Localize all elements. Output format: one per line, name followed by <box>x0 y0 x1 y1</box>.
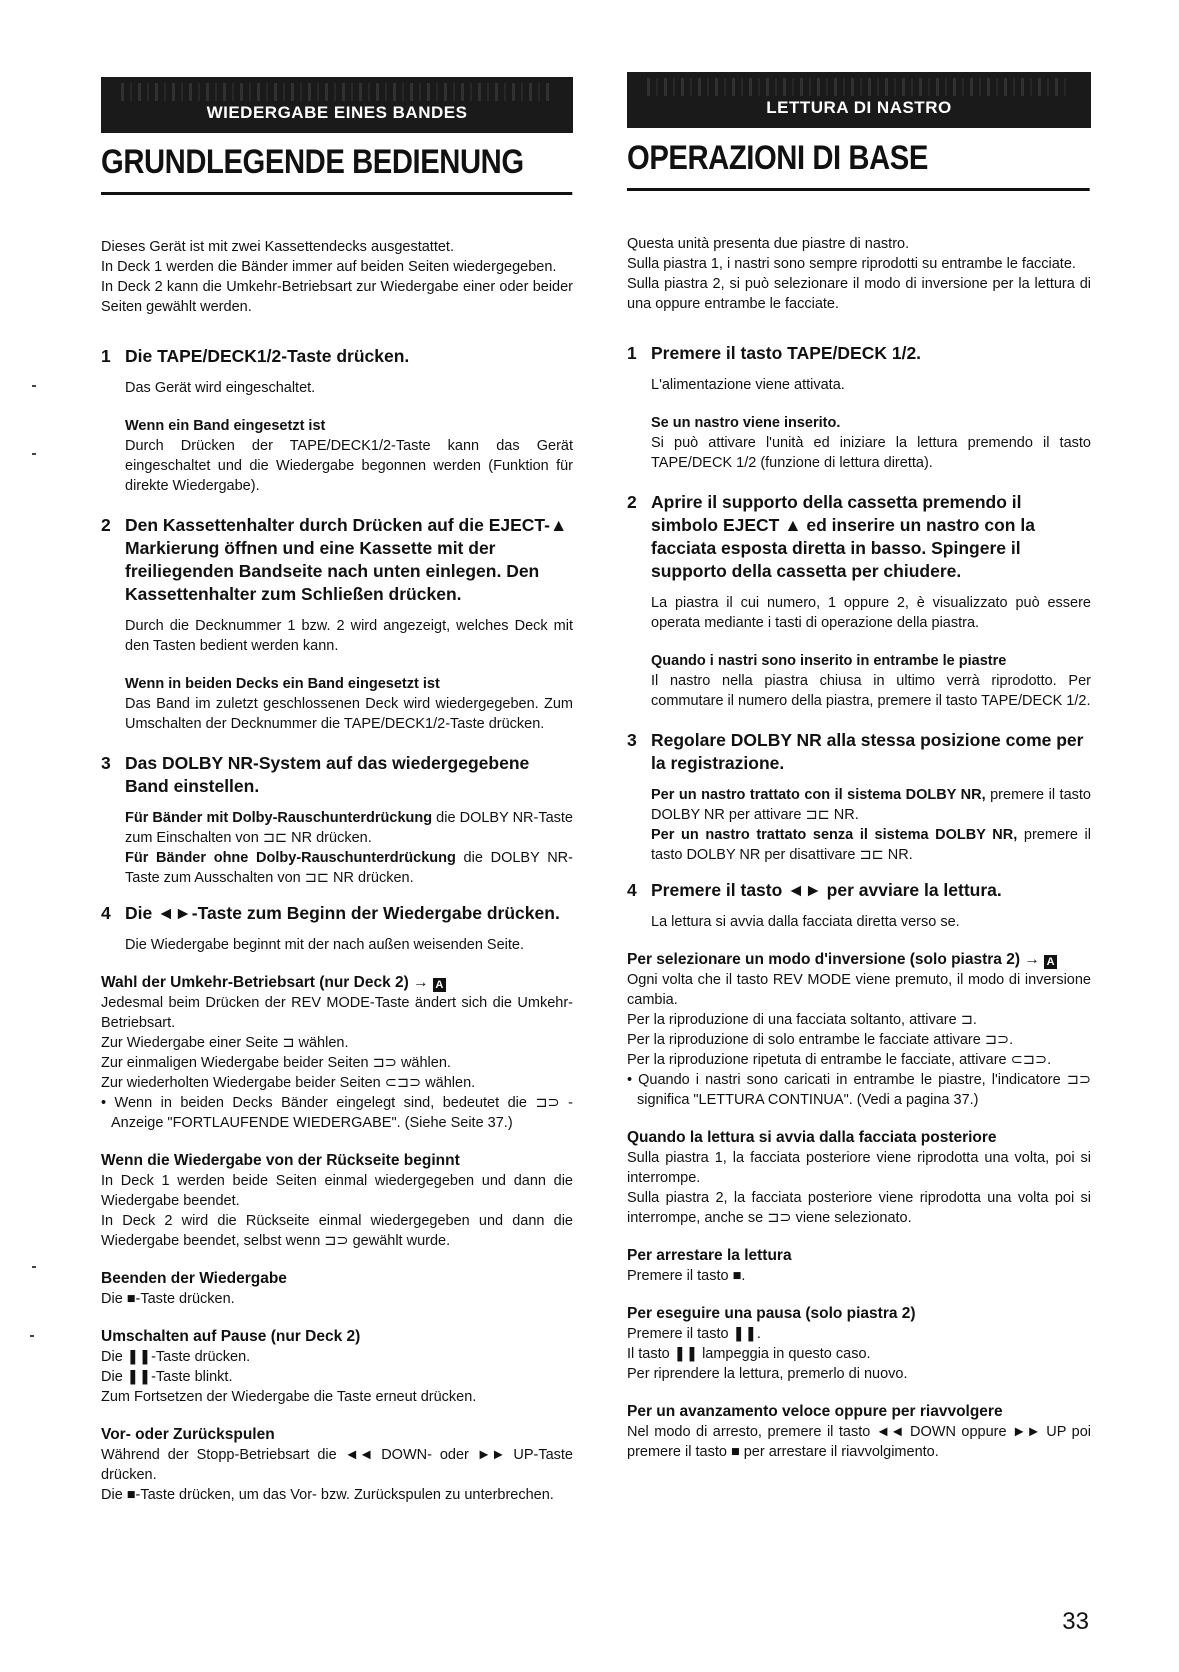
section-line: Ogni volta che il tasto REV MODE viene premuto, il modo di inversione cambia. <box>627 972 1091 1008</box>
step-number: 1 <box>627 343 637 363</box>
step-heading <box>101 514 573 606</box>
step-note <box>651 413 1091 473</box>
section-line: Die ❚❚-Taste drücken. <box>101 1349 251 1365</box>
step-number: 3 <box>101 753 111 773</box>
step-body <box>125 616 573 734</box>
section-heading-text: Quando la lettura si avvia dalla facciata posteriore <box>627 1129 997 1146</box>
note-text: Das Band im zuletzt geschlossenen Deck wird wiedergegeben. Zum Umschalten der Decknummer die TAPE/DECK1/2-Taste drücken. <box>125 696 573 732</box>
step-instruction: Premere il tasto TAPE/DECK 1/2. <box>651 343 922 363</box>
step-description: Durch die Decknummer 1 bzw. 2 wird angezeigt, welches Deck mit den Tasten bedient werden kann. <box>125 618 573 654</box>
section-heading-text: Per arrestare la lettura <box>627 1247 792 1264</box>
section-line: Zum Fortsetzen der Wiedergabe die Taste erneut drücken. <box>101 1389 477 1405</box>
step-body <box>125 935 573 955</box>
step-description: La lettura si avvia dalla facciata diretta verso se. <box>651 914 960 930</box>
section-heading <box>627 1402 1091 1422</box>
step-number: 4 <box>627 880 637 900</box>
section-block <box>101 1425 573 1505</box>
section-bullet: • Quando i nastri sono caricati in entrambe le piastre, l'indicatore ⊐⊃ significa "LETTURA CONTINUA". (Vedi a pagina 37.) <box>627 1072 1091 1108</box>
note-heading: Se un nastro viene inserito. <box>651 415 841 431</box>
section-heading <box>101 1269 573 1289</box>
step-instruction: Die ◄►-Taste zum Beginn der Wiedergabe drücken. <box>125 903 560 923</box>
step-body <box>651 375 1091 473</box>
section-banner <box>101 77 573 133</box>
section-block <box>627 1304 1091 1384</box>
column-body <box>627 234 1091 1480</box>
banner-texture <box>647 78 1071 96</box>
note-line-bold: Für Bänder mit Dolby-Rauschunterdrückung <box>125 810 433 826</box>
note-line-bold: Per un nastro trattato senza il sistema DOLBY NR, <box>651 827 1018 843</box>
intro-paragraph <box>101 237 573 317</box>
step-heading <box>627 879 1091 902</box>
section-line: Jedesmal beim Drücken der REV MODE-Taste ändert sich die Umkehr-Betriebsart. <box>101 995 573 1031</box>
step-item <box>101 902 573 955</box>
note-line <box>651 825 1091 865</box>
step-instruction: Die TAPE/DECK1/2-Taste drücken. <box>125 346 410 366</box>
step-note <box>125 808 573 888</box>
section-heading-text: Per selezionare un modo d'inversione (solo piastra 2) → <box>627 951 1040 968</box>
section-block <box>101 1151 573 1251</box>
section-line: Per la riproduzione di una facciata soltanto, attivare ⊐. <box>627 1012 977 1028</box>
section-block <box>627 1128 1091 1228</box>
section-block <box>627 1402 1091 1462</box>
section-bullet: • Wenn in beiden Decks Bänder eingelegt sind, bedeutet die ⊐⊃ -Anzeige "FORTLAUFENDE WIEDERGABE". (Siehe Seite 37.) <box>101 1095 573 1131</box>
section-block <box>101 1269 573 1309</box>
step-note <box>125 674 573 734</box>
step-body <box>651 912 1091 932</box>
note-line-bold: Per un nastro trattato con il sistema DOLBY NR, <box>651 787 986 803</box>
section-line: Zur wiederholten Wiedergabe beider Seiten ⊂⊐⊃ wählen. <box>101 1075 476 1091</box>
note-heading: Wenn ein Band eingesetzt ist <box>125 418 326 434</box>
note-line-text: die DOLBY NR-Taste zum Einschalten von ⊐⊏ NR drücken. <box>125 810 573 846</box>
step-description: Die Wiedergabe beginnt mit der nach außen weisenden Seite. <box>125 937 524 953</box>
step-item <box>627 491 1091 711</box>
banner-texture <box>121 83 553 101</box>
section-line: Während der Stopp-Betriebsart die ◄◄ DOWN- oder ►► UP-Taste drücken. <box>101 1447 573 1483</box>
note-text: Durch Drücken der TAPE/DECK1/2-Taste kann das Gerät eingeschaltet und die Wiedergabe begonnen werden (Funktion für direkte Wiedergabe). <box>125 438 573 494</box>
note-heading: Quando i nastri sono inserito in entrambe le piastre <box>651 653 1007 669</box>
section-block <box>101 973 573 1133</box>
note-line-bold: Für Bänder ohne Dolby-Rauschunterdrückung <box>125 850 456 866</box>
step-note <box>651 785 1091 865</box>
step-description: L'alimentazione viene attivata. <box>651 377 845 393</box>
step-heading <box>627 342 1091 365</box>
section-heading-text: Per un avanzamento veloce oppure per riavvolgere <box>627 1403 1003 1420</box>
step-instruction: Das DOLBY NR-System auf das wiedergegebene Band einstellen. <box>125 753 530 796</box>
section-heading-text: Per eseguire una pausa (solo piastra 2) <box>627 1305 916 1322</box>
step-number: 4 <box>101 903 111 923</box>
intro-line: Sulla piastra 2, si può selezionare il modo di inversione per la lettura di una oppure entrambe le facciate. <box>627 276 1091 312</box>
section-heading <box>101 1425 573 1445</box>
section-line: Zur einmaligen Wiedergabe beider Seiten ⊐⊃ wählen. <box>101 1055 451 1071</box>
note-line-text: premere il tasto DOLBY NR per disattivare ⊐⊏ NR. <box>651 827 1091 863</box>
section-heading <box>101 1151 573 1171</box>
step-body <box>651 593 1091 711</box>
step-body <box>651 785 1091 865</box>
section-line: In Deck 2 wird die Rückseite einmal wiedergegeben und dann die Wiedergabe beendet, selbst wenn ⊐⊃ gewählt wurde. <box>101 1213 573 1249</box>
section-line: Die ■-Taste drücken, um das Vor- bzw. Zurückspulen zu unterbrechen. <box>101 1487 554 1503</box>
section-block <box>627 1246 1091 1286</box>
step-item <box>627 342 1091 473</box>
step-item <box>101 514 573 734</box>
section-line: Per la riproduzione di solo entrambe le facciate attivare ⊐⊃. <box>627 1032 1014 1048</box>
step-body <box>125 808 573 888</box>
section-line: Sulla piastra 2, la facciata posteriore viene riprodotta una volta poi si interrompe, anche se ⊐⊃ viene selezionato. <box>627 1190 1091 1226</box>
note-line <box>125 848 573 888</box>
section-line: Sulla piastra 1, la facciata posteriore viene riprodotta una volta, poi si interrompe. <box>627 1150 1091 1186</box>
note-heading: Wenn in beiden Decks ein Band eingesetzt ist <box>125 676 440 692</box>
intro-paragraph <box>627 234 1091 314</box>
page-number: 33 <box>1062 1608 1089 1635</box>
page-title: GRUNDLEGENDE BEDIENUNG <box>101 144 572 195</box>
step-heading <box>101 345 573 368</box>
section-heading-text: Wenn die Wiedergabe von der Rückseite beginnt <box>101 1152 460 1169</box>
column-body <box>101 237 573 1523</box>
section-line: Die ■-Taste drücken. <box>101 1291 235 1307</box>
note-line <box>125 808 573 848</box>
intro-line: In Deck 2 kann die Umkehr-Betriebsart zur Wiedergabe einer oder beider Seiten gewählt werden. <box>101 279 573 315</box>
step-number: 2 <box>101 515 111 535</box>
note-text: Si può attivare l'unità ed iniziare la lettura premendo il tasto TAPE/DECK 1/2 (funzione di lettura diretta). <box>651 435 1091 471</box>
step-heading <box>101 752 573 798</box>
section-heading-text: Vor- oder Zurückspulen <box>101 1426 275 1443</box>
section-line: In Deck 1 werden beide Seiten einmal wiedergegeben und dann die Wiedergabe beendet. <box>101 1173 573 1209</box>
step-instruction: Regolare DOLBY NR alla stessa posizione come per la registrazione. <box>651 730 1084 773</box>
note-line-text: die DOLBY NR-Taste zum Ausschalten von ⊐⊏ NR drücken. <box>125 850 573 886</box>
intro-line: Sulla piastra 1, i nastri sono sempre riprodotti su entrambe le facciate. <box>627 256 1076 272</box>
step-item <box>101 345 573 496</box>
figure-ref-icon: A <box>433 978 446 992</box>
step-instruction: Den Kassettenhalter durch Drücken auf die EJECT-▲ Markierung öffnen und eine Kassette mit der freiliegenden Bandseite nach unten einlegen. Den Kassettenhalter zum Schließen drücken. <box>125 515 568 604</box>
section-line: Premere il tasto ■. <box>627 1268 746 1284</box>
step-number: 1 <box>101 346 111 366</box>
section-heading-text: Beenden der Wiedergabe <box>101 1270 287 1287</box>
step-heading <box>627 729 1091 775</box>
section-heading <box>101 973 573 993</box>
section-line: Per riprendere la lettura, premerlo di nuovo. <box>627 1366 908 1382</box>
step-heading <box>627 491 1091 583</box>
note-line <box>651 785 1091 825</box>
intro-line: In Deck 1 werden die Bänder immer auf beiden Seiten wiedergegeben. <box>101 259 557 275</box>
banner-label: WIEDERGABE EINES BANDES <box>206 103 468 122</box>
section-line: Premere il tasto ❚❚. <box>627 1326 761 1342</box>
banner-label: LETTURA DI NASTRO <box>766 98 952 117</box>
step-number: 3 <box>627 730 637 750</box>
section-line: Nel modo di arresto, premere il tasto ◄◄ DOWN oppure ►► UP poi premere il tasto ■ per arrestare il riavvolgimento. <box>627 1424 1091 1460</box>
section-line: Il tasto ❚❚ lampeggia in questo caso. <box>627 1346 871 1362</box>
step-note <box>651 651 1091 711</box>
section-block <box>627 950 1091 1110</box>
step-note <box>125 416 573 496</box>
step-item <box>627 879 1091 932</box>
step-body <box>125 378 573 496</box>
step-instruction: Aprire il supporto della cassetta premendo il simbolo EJECT ▲ ed inserire un nastro con la facciata esposta diretta in basso. Spingere il supporto della cassetta per chiudere. <box>651 492 1035 581</box>
note-line-text: premere il tasto DOLBY NR per attivare ⊐⊏ NR. <box>651 787 1091 823</box>
intro-line: Dieses Gerät ist mit zwei Kassettendecks ausgestattet. <box>101 239 454 255</box>
section-heading <box>627 1304 1091 1324</box>
section-line: Zur Wiedergabe einer Seite ⊐ wählen. <box>101 1035 349 1051</box>
section-heading <box>101 1327 573 1347</box>
section-heading <box>627 950 1091 970</box>
step-description: Das Gerät wird eingeschaltet. <box>125 380 316 396</box>
section-line: Per la riproduzione ripetuta di entrambe le facciate, attivare ⊂⊐⊃. <box>627 1052 1052 1068</box>
section-heading <box>627 1128 1091 1148</box>
step-number: 2 <box>627 492 637 512</box>
page-title: OPERAZIONI DI BASE <box>627 140 1090 191</box>
section-heading <box>627 1246 1091 1266</box>
section-block <box>101 1327 573 1407</box>
section-heading-text: Wahl der Umkehr-Betriebsart (nur Deck 2) → <box>101 974 429 991</box>
note-text: Il nastro nella piastra chiusa in ultimo verrà riprodotto. Per commutare il numero della piastra, premere il tasto TAPE/DECK 1/2. <box>651 673 1091 709</box>
figure-ref-icon: A <box>1044 955 1057 969</box>
section-heading-text: Umschalten auf Pause (nur Deck 2) <box>101 1328 361 1345</box>
section-line: Die ❚❚-Taste blinkt. <box>101 1369 233 1385</box>
step-heading <box>101 902 573 925</box>
step-description: La piastra il cui numero, 1 oppure 2, è visualizzato può essere operata mediante i tasti di operazione della piastra. <box>651 595 1091 631</box>
step-item <box>101 752 573 888</box>
step-instruction: Premere il tasto ◄► per avviare la lettura. <box>651 880 1002 900</box>
section-banner <box>627 72 1091 128</box>
step-item <box>627 729 1091 865</box>
intro-line: Questa unità presenta due piastre di nastro. <box>627 236 910 252</box>
